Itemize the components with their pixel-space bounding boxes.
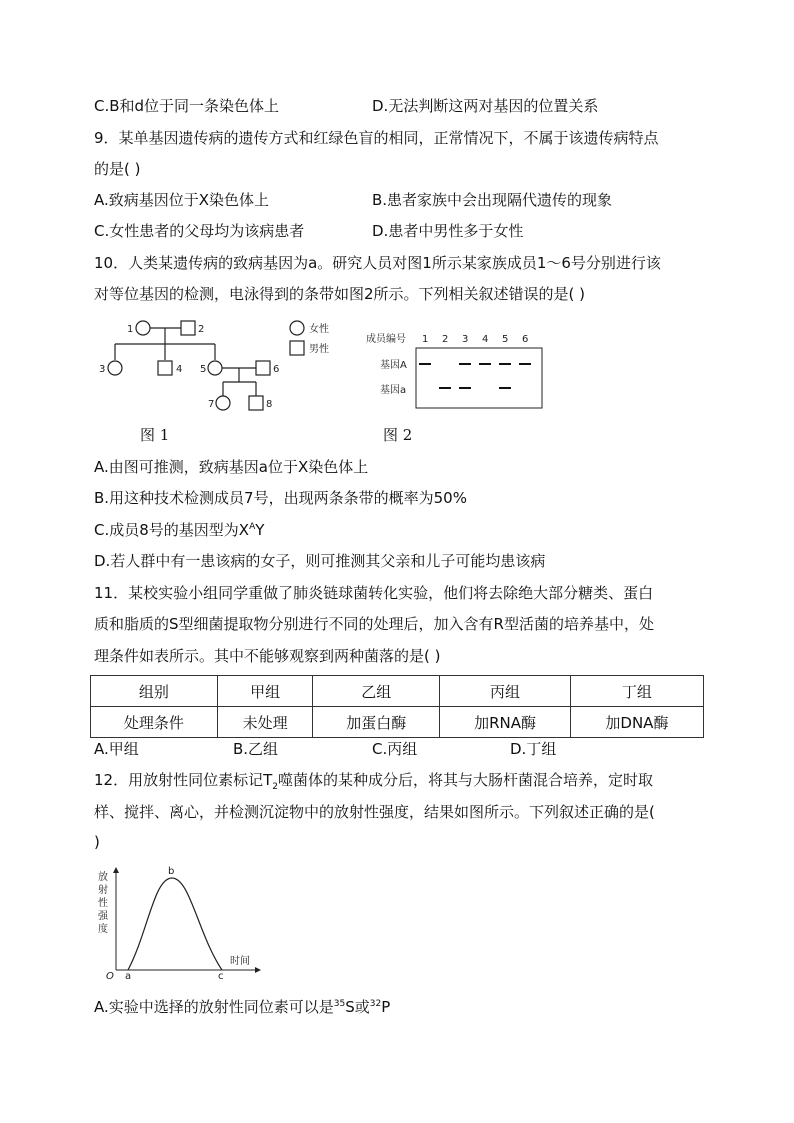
q10-stem-line2: 对等位基因的检测，电泳得到的条带如图2所示。下列相关叙述错误的是( ) <box>94 285 586 303</box>
gel-lane-number: 5 <box>502 334 509 345</box>
radioactivity-graph <box>92 862 268 980</box>
q12-option-a: A.实验中选择的放射性同位素可以是$^{35}$S或$^{32}$P <box>94 998 391 1016</box>
q11-option-b: B.乙组 <box>233 740 279 758</box>
q11-stem-line2: 质和脂质的S型细菌提取物分别进行不同的处理后，加入含有R型活菌的培养基中，处 <box>94 615 654 633</box>
table-cell: 丙组 <box>440 676 571 707</box>
member-1-symbol <box>136 321 150 335</box>
member-2-symbol <box>181 321 195 335</box>
q12-stem-line1: 12．用放射性同位素标记$T_2$噬菌体的某种成分后，将其与大肠杆菌混合培养，定时取 <box>94 771 654 792</box>
gel-row-gene-a: 基因a <box>380 385 407 396</box>
member-label: 8 <box>266 399 273 410</box>
member-label: 6 <box>273 364 280 375</box>
table-cell: 加DNA酶 <box>570 707 703 738</box>
table-cell: 未处理 <box>217 707 313 738</box>
member-7-symbol <box>216 396 230 410</box>
q11-option-d: D.丁组 <box>510 740 557 758</box>
figure2-caption: 图 2 <box>383 426 413 444</box>
member-8-symbol <box>249 396 263 410</box>
gel-row-gene-A: 基因A <box>380 360 407 371</box>
y-label-char: 射 <box>98 885 108 896</box>
table-cell: 加蛋白酶 <box>313 707 440 738</box>
gel-frame <box>416 348 542 408</box>
q11-stem-line3: 理条件如表所示。其中不能够观察到两种菌落的是( ) <box>94 647 441 665</box>
gel-lane-number: 3 <box>462 334 469 345</box>
q9-option-d: D.患者中男性多于女性 <box>372 222 524 240</box>
member-label: 7 <box>208 399 215 410</box>
q11-option-a: A.甲组 <box>94 740 139 758</box>
table-row <box>91 707 704 738</box>
gel-lane-number: 4 <box>482 334 489 345</box>
table-row <box>91 676 704 707</box>
table-cell: 处理条件 <box>91 707 218 738</box>
member-label: 2 <box>198 324 205 335</box>
legend-female-symbol <box>290 321 304 335</box>
q8-option-d: D.无法判断这两对基因的位置关系 <box>372 97 599 115</box>
q9-option-c: C.女性患者的父母均为该病患者 <box>94 222 305 240</box>
q8-option-c: C.B和d位于同一条染色体上 <box>94 97 280 115</box>
y-label-char: 性 <box>98 898 108 909</box>
gel-electrophoresis-figure <box>362 326 546 412</box>
q10-option-c: C.成员8号的基因型为$X^AY$ <box>94 521 265 539</box>
q11-stem-line1: 11．某校实验小组同学重做了肺炎链球菌转化实验，他们将去除绝大部分糖类、蛋白 <box>94 584 654 602</box>
x-axis-label: 时间 <box>230 956 250 967</box>
legend-male-symbol <box>290 341 304 355</box>
q10-option-d: D.若人群中有一患该病的女子，则可推测其父亲和儿子可能均患该病 <box>94 552 546 570</box>
y-label-char: 强 <box>98 911 108 922</box>
q10-stem-line1: 10．人类某遗传病的致病基因为a。研究人员对图1所示某家族成员1～6号分别进行该 <box>94 254 661 272</box>
member-label: 3 <box>99 364 106 375</box>
q9-option-a: A.致病基因位于X染色体上 <box>94 191 270 209</box>
point-b-label: b <box>168 866 175 877</box>
q12-stem-line2: 样、搅拌、离心，并检测沉淀物中的放射性强度，结果如图所示。下列叙述正确的是( <box>94 803 655 821</box>
q11-table <box>90 675 704 738</box>
y-label-char: 放 <box>98 872 108 883</box>
q10-option-b: B.用这种技术检测成员7号，出现两条条带的概率为50% <box>94 489 467 507</box>
member-label: 5 <box>200 364 207 375</box>
table-cell: 加RNA酶 <box>440 707 571 738</box>
gel-header: 成员编号 <box>366 334 406 345</box>
point-a-label: a <box>125 971 132 980</box>
gel-lane-number: 6 <box>522 334 529 345</box>
table-cell: 组别 <box>91 676 218 707</box>
origin-label: O <box>106 971 114 980</box>
q10-option-a: A.由图可推测，致病基因a位于X染色体上 <box>94 458 369 476</box>
member-label: 1 <box>127 324 134 335</box>
gel-lane-number: 1 <box>422 334 429 345</box>
q11-option-c: C.丙组 <box>372 740 418 758</box>
legend-male-label: 男性 <box>309 344 329 355</box>
q9-option-b: B.患者家族中会出现隔代遗传的现象 <box>372 191 613 209</box>
q12-stem-line3: ) <box>94 833 100 851</box>
table-cell: 甲组 <box>217 676 313 707</box>
radioactivity-curve <box>128 878 222 970</box>
table-cell: 丁组 <box>570 676 703 707</box>
member-label: 4 <box>176 364 183 375</box>
y-label-char: 度 <box>98 924 108 935</box>
gel-lane-number: 2 <box>442 334 449 345</box>
q9-stem-line1: 9．某单基因遗传病的遗传方式和红绿色盲的相同，正常情况下，不属于该遗传病特点 <box>94 129 659 147</box>
member-3-symbol <box>108 361 122 375</box>
table-cell: 乙组 <box>313 676 440 707</box>
figure1-caption: 图 1 <box>140 426 170 444</box>
legend-female-label: 女性 <box>309 324 329 335</box>
member-4-symbol <box>158 361 172 375</box>
point-c-label: c <box>218 971 224 980</box>
pedigree-figure <box>98 316 336 412</box>
q9-stem-line2: 的是( ) <box>94 160 141 178</box>
member-5-symbol <box>208 361 222 375</box>
member-6-symbol <box>256 361 270 375</box>
